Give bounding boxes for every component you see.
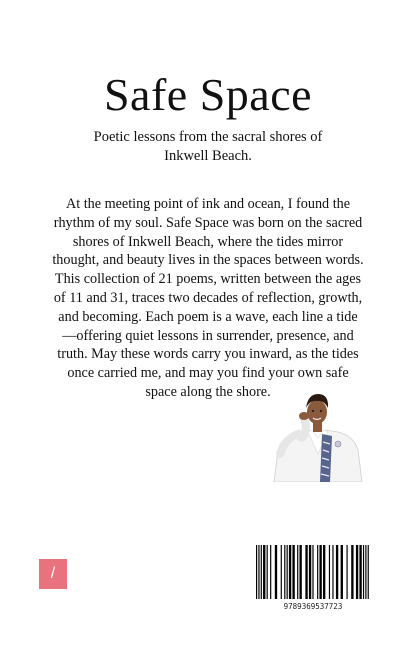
- barcode-bar: [261, 545, 262, 599]
- barcode-bar: [346, 545, 347, 599]
- barcode-bar: [363, 545, 364, 599]
- publisher-logo-glyph: /: [50, 565, 56, 582]
- barcode-bar: [356, 545, 358, 599]
- barcode-bar: [289, 545, 291, 599]
- barcode-bar: [258, 545, 259, 599]
- barcode-bars: [254, 545, 372, 601]
- barcode-bar: [312, 545, 313, 599]
- isbn-barcode: [254, 545, 372, 615]
- barcode-bar: [329, 545, 330, 599]
- barcode-bar: [263, 545, 265, 599]
- barcode-bar: [299, 545, 301, 599]
- barcode-bar: [336, 545, 338, 599]
- book-title: Safe Space: [103, 69, 313, 120]
- barcode-bar: [332, 545, 333, 599]
- barcode-bar: [365, 545, 366, 599]
- book-blurb: At the meeting point of ink and ocean, I found the rhythm of my soul. Safe Space was born on the sacred shores of Inkwell Beach, where the tides mirror thought, and beauty lives in the spaces between words. This collection of 21 poems, written between the ages of 11 and 31, traces two decades of reflection, growth, and becoming. Each poem is a wave, each line a tide—offering quiet lessons in surrender, presence, and truth. May these words carry you inward, as the tides once carried me, and may you find your own safe space along the shore.: [52, 196, 364, 400]
- barcode-bar: [267, 545, 268, 599]
- barcode-bar: [284, 545, 285, 599]
- barcode-bar: [317, 545, 318, 599]
- barcode-bar: [309, 545, 311, 599]
- book-subtitle: Poetic lessons from the sacral shores of Inkwell Beach.: [93, 129, 323, 164]
- barcode-bar: [359, 545, 361, 599]
- barcode-bar: [341, 545, 343, 599]
- barcode-bar: [319, 545, 321, 599]
- barcode-bar: [275, 545, 277, 599]
- barcode-bar: [270, 545, 271, 599]
- isbn-number: 9789369537723: [283, 602, 343, 611]
- barcode-bar: [297, 545, 298, 599]
- barcode-bar: [281, 545, 282, 599]
- barcode-bar: [368, 545, 369, 599]
- barcode-bar: [287, 545, 288, 599]
- barcode-bar: [351, 545, 353, 599]
- author-portrait-icon: [268, 392, 366, 482]
- barcode-bar: [256, 545, 257, 599]
- publisher-logo: [39, 559, 67, 589]
- barcode-bar: [305, 545, 307, 599]
- barcode-bar: [292, 545, 294, 599]
- barcode-bar: [323, 545, 325, 599]
